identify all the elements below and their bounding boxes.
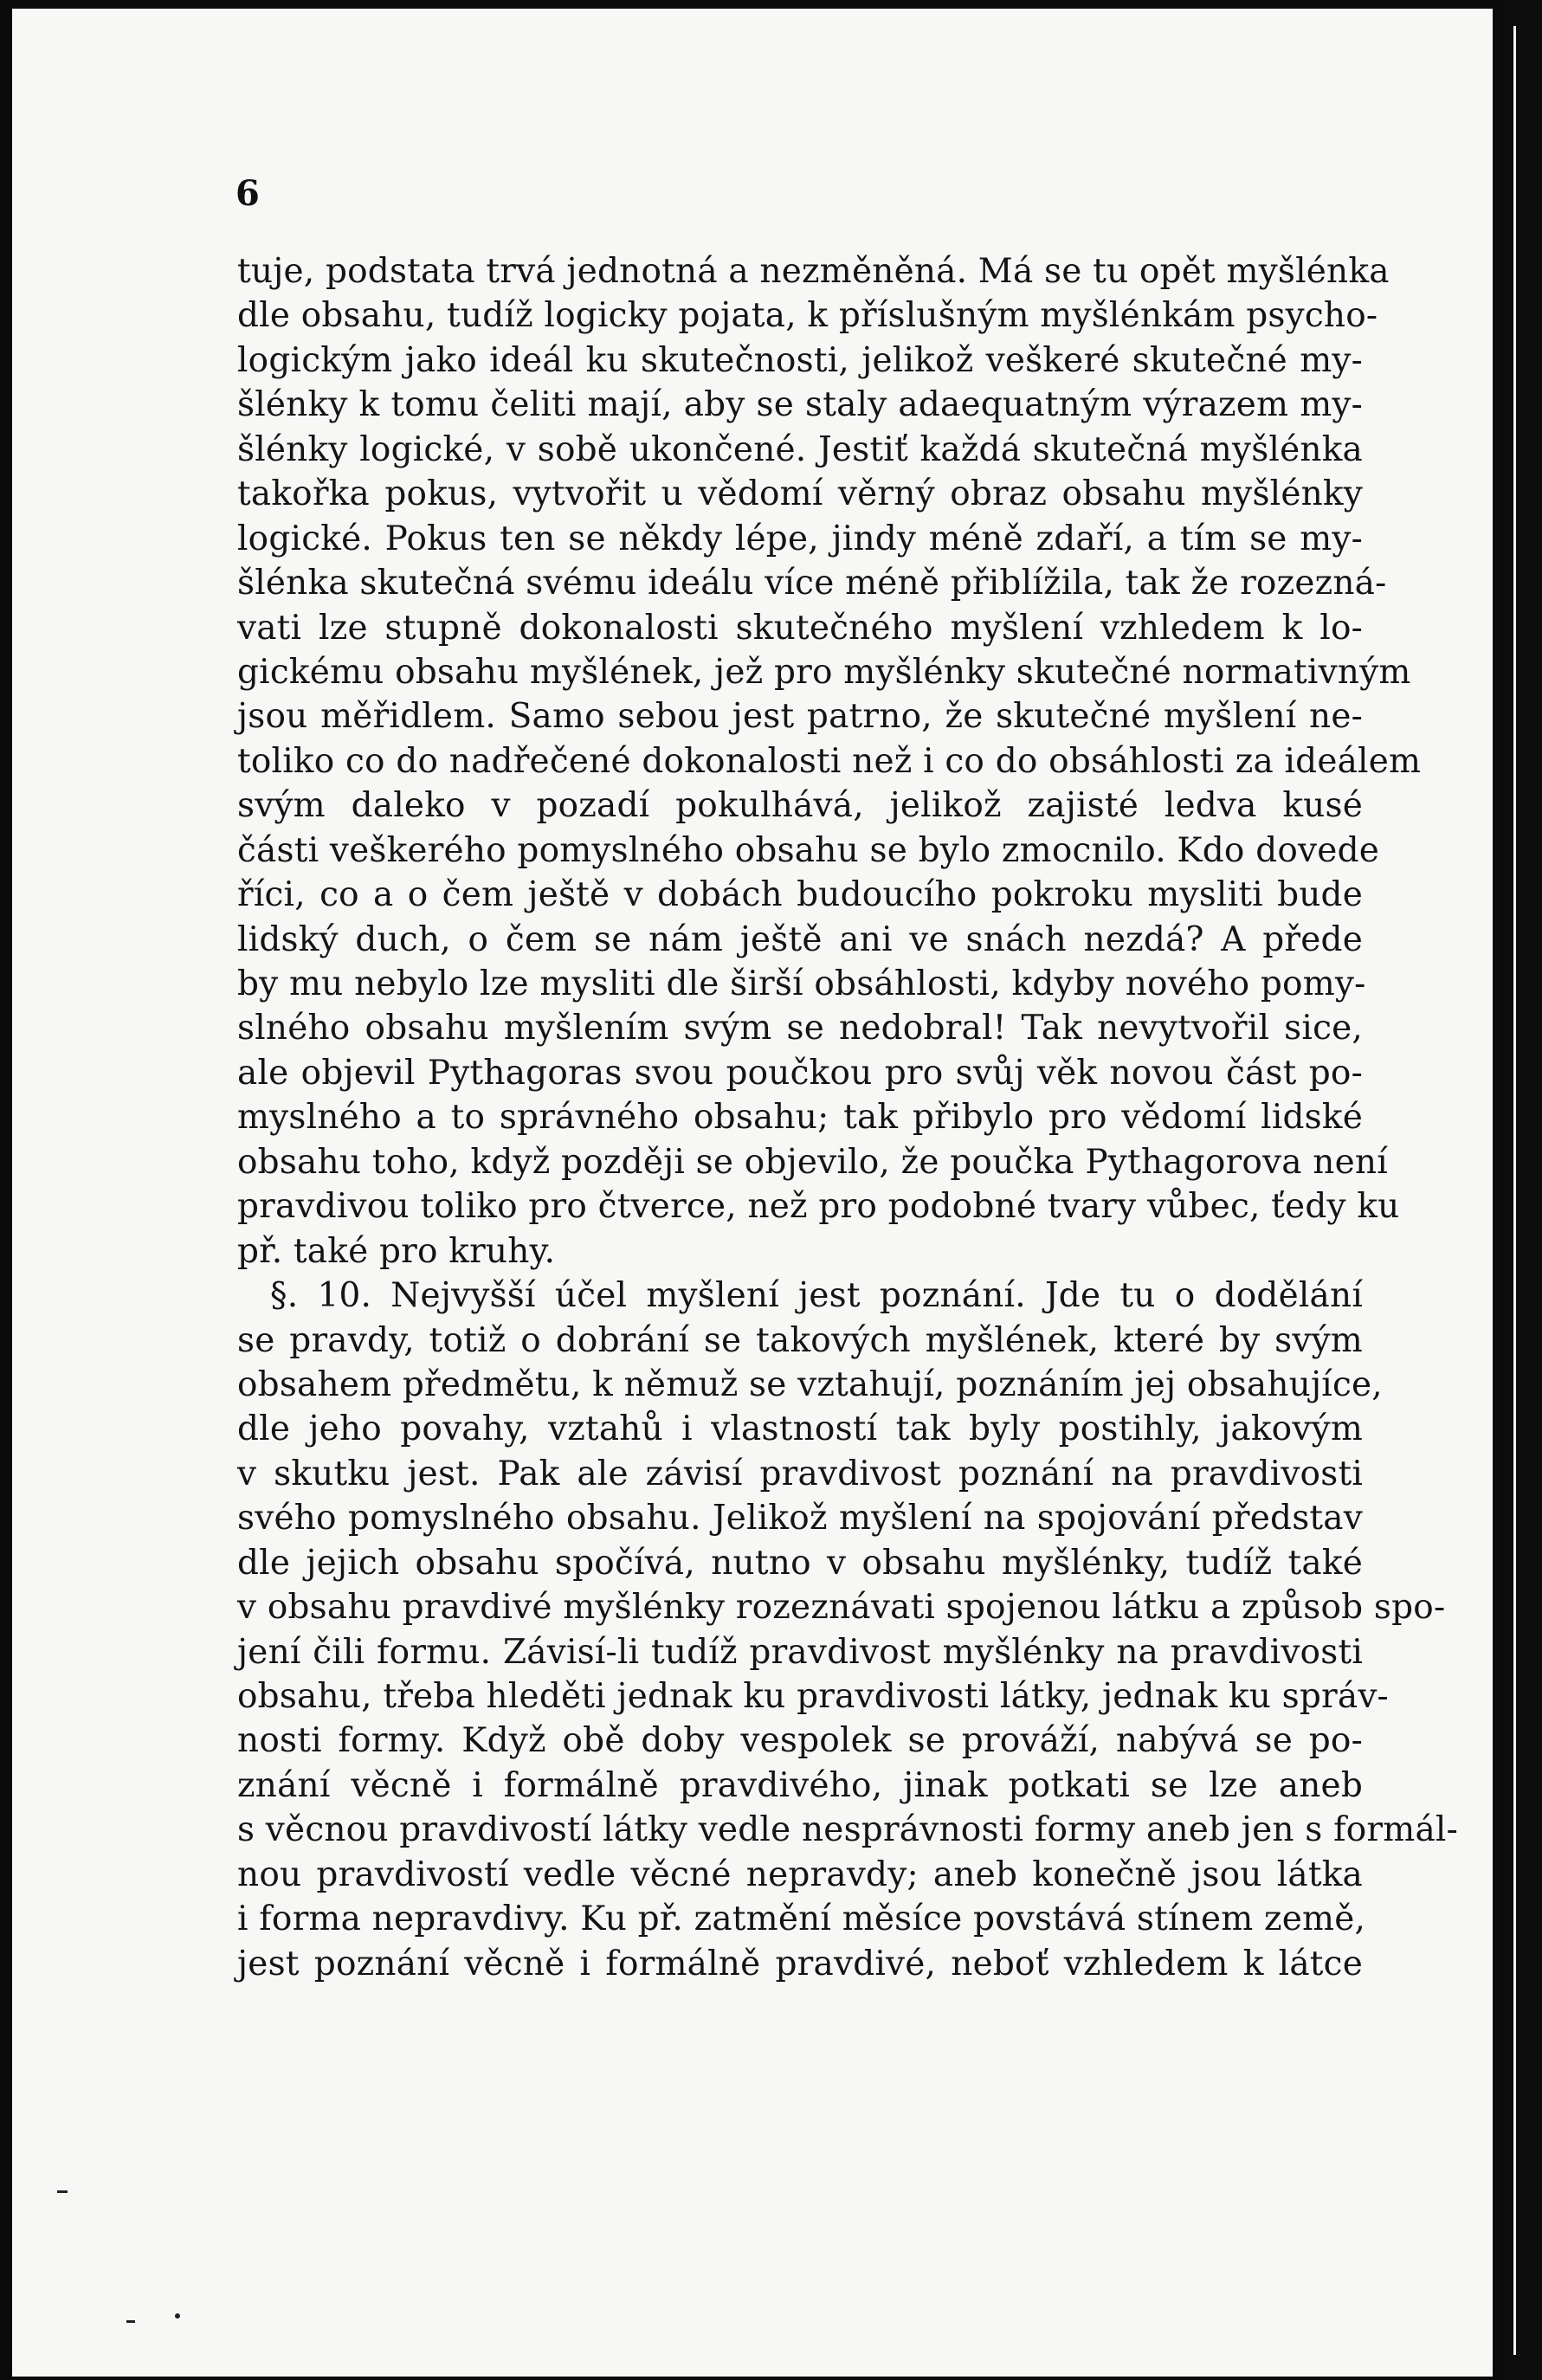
text-line: nosti formy. Když obě doby vespolek se prováží, nabývá se po- bbox=[237, 1721, 1363, 1761]
text-line: dle jejich obsahu spočívá, nutno v obsahu myšlénky, tudíž také bbox=[237, 1543, 1363, 1583]
text-line: říci, co a o čem ještě v dobách budoucího pokroku mysliti bude bbox=[237, 875, 1363, 915]
scan-mark bbox=[126, 2320, 135, 2323]
text-line: pravdivou toliko pro čtverce, než pro podobné tvary vůbec, ťedy ku bbox=[237, 1187, 1400, 1227]
text-line: jsou měřidlem. Samo sebou jest patrno, že skutečné myšlení ne- bbox=[237, 697, 1363, 737]
text-line: ale objevil Pythagoras svou poučkou pro svůj věk novou část po- bbox=[237, 1053, 1363, 1093]
text-line: obsahu toho, když později se objevilo, že poučka Pythagorova není bbox=[237, 1142, 1388, 1182]
text-line: lidský duch, o čem se nám ještě ani ve snách nezdá? A přede bbox=[237, 919, 1363, 959]
text-line: vati lze stupně dokonalosti skutečného myšlení vzhledem k lo- bbox=[237, 608, 1363, 648]
text-line: šlénky logické, v sobě ukončené. Jestiť každá skutečná myšlénka bbox=[237, 429, 1363, 469]
text-line: logickým jako ideál ku skutečnosti, jelikož veškeré skutečné my- bbox=[237, 340, 1363, 380]
text-line: nou pravdivostí vedle věcné nepravdy; aneb konečně jsou látka bbox=[237, 1854, 1363, 1894]
text-line: jest poznání věcně i formálně pravdivé, neboť vzhledem k látce bbox=[237, 1944, 1363, 1983]
text-line: obsahem předmětu, k němuž se vztahují, poznáním jej obsahujíce, bbox=[237, 1364, 1383, 1404]
text-line: v obsahu pravdivé myšlénky rozeznávati spojenou látku a způsob spo- bbox=[237, 1588, 1446, 1628]
text-line: dle jeho povahy, vztahů i vlastností tak byly postihly, jakovým bbox=[237, 1409, 1363, 1449]
scan-mark bbox=[175, 2313, 180, 2319]
text-line: i forma nepravdivy. Ku př. zatmění měsíce povstává stínem země, bbox=[237, 1899, 1366, 1939]
text-line: toliko co do nadřečené dokonalosti než i co do obsáhlosti za ideálem bbox=[237, 741, 1422, 781]
text-line: gickému obsahu myšlének, jež pro myšlénky skutečné normativným bbox=[237, 652, 1411, 692]
text-line: šlénka skutečná svému ideálu více méně přiblížila, tak že rozezná- bbox=[237, 564, 1387, 603]
text-line: svým daleko v pozadí pokulhává, jelikož zajisté ledva kusé bbox=[237, 786, 1363, 826]
text-line: šlénky k tomu čeliti mají, aby se staly adaequatným výrazem my- bbox=[237, 385, 1363, 425]
book-page bbox=[12, 9, 1493, 2377]
text-line: by mu nebylo lze mysliti dle širší obsáhlosti, kdyby nového pomy- bbox=[237, 964, 1366, 1003]
text-line: znání věcně i formálně pravdivého, jinak potkati se lze aneb bbox=[237, 1765, 1363, 1805]
page-edge-line bbox=[1513, 26, 1516, 2355]
text-line: slného obsahu myšlením svým se nedobral! Tak nevytvořil sice, bbox=[237, 1009, 1363, 1048]
text-line: v skutku jest. Pak ale závisí pravdivost poznání na pravdivosti bbox=[237, 1454, 1363, 1493]
text-line: svého pomyslného obsahu. Jelikož myšlení na spojování představ bbox=[237, 1499, 1363, 1538]
text-line: dle obsahu, tudíž logicky pojata, k příslušným myšlénkám psycho- bbox=[237, 296, 1378, 336]
scan-border bbox=[1503, 0, 1542, 2380]
body-text bbox=[237, 249, 1458, 1986]
text-line: př. také pro kruhy. bbox=[237, 1231, 556, 1271]
text-line: myslného a to správného obsahu; tak přibylo pro vědomí lidské bbox=[237, 1098, 1363, 1138]
page-number: 6 bbox=[235, 173, 260, 214]
text-line: takořka pokus, vytvořit u vědomí věrný obraz obsahu myšlénky bbox=[237, 474, 1363, 514]
text-line: se pravdy, totiž o dobrání se takových myšlének, které by svým bbox=[237, 1320, 1363, 1360]
text-line: s věcnou pravdivostí látky vedle nesprávnosti formy aneb jen s formál- bbox=[237, 1810, 1458, 1850]
text-line: jení čili formu. Závisí-li tudíž pravdivost myšlénky na pravdivosti bbox=[237, 1632, 1363, 1672]
section-heading-line: §. 10. Nejvyšší účel myšlení jest poznání. Jde tu o dodělání bbox=[270, 1276, 1363, 1316]
text-line: obsahu, třeba hleděti jednak ku pravdivosti látky, jednak ku správ- bbox=[237, 1677, 1389, 1716]
text-line: logické. Pokus ten se někdy lépe, jindy méně zdaří, a tím se my- bbox=[237, 519, 1363, 558]
text-line: tuje, podstata trvá jednotná a nezměněná. Má se tu opět myšlénka bbox=[237, 252, 1390, 291]
text-line: části veškerého pomyslného obsahu se bylo zmocnilo. Kdo dovede bbox=[237, 830, 1380, 870]
scan-mark bbox=[57, 2190, 68, 2193]
